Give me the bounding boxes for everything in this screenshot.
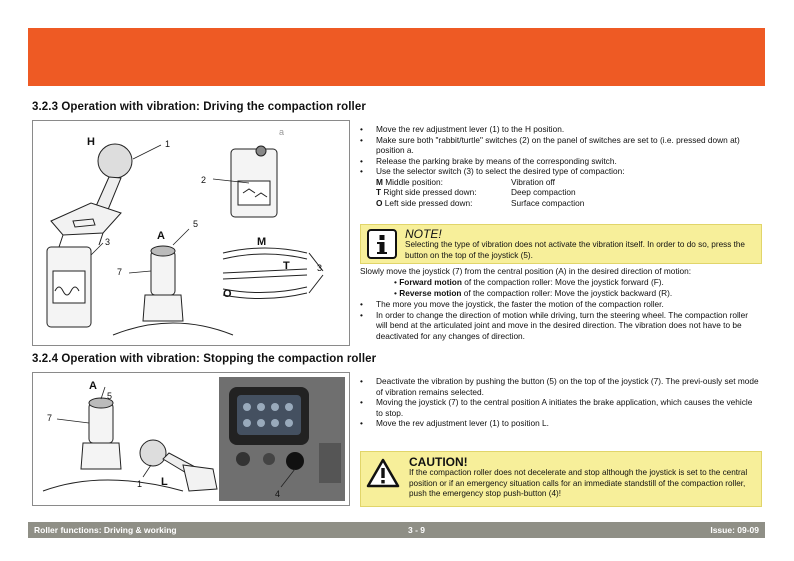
driving-controls-illustration xyxy=(33,121,349,345)
label-7: 7 xyxy=(47,413,53,423)
control-panel-photo xyxy=(219,377,345,501)
label-5: 5 xyxy=(193,219,199,229)
label-A: A xyxy=(157,230,165,242)
mode-M: M Middle position: xyxy=(376,177,443,187)
label-2: 2 xyxy=(201,175,207,185)
footer-issue: Issue: 09-09 xyxy=(710,525,759,535)
compaction-modes xyxy=(360,177,776,208)
info-icon xyxy=(367,229,397,259)
label-O: O xyxy=(223,288,232,300)
reverse-motion: • Reverse motion of the compaction roller: Move the joystick backward (R). xyxy=(394,288,673,298)
list-item: • Release the parking brake by means of the corresponding switch. xyxy=(360,155,617,166)
caution-box xyxy=(360,451,762,507)
note-box xyxy=(360,224,762,264)
label-T: T xyxy=(283,260,290,272)
selector-switch-drawing xyxy=(47,247,91,327)
warning-icon xyxy=(366,458,400,488)
label-A: A xyxy=(89,380,97,392)
page-footer xyxy=(28,522,765,538)
section-title-stopping: 3.2.4 Operation with vibration: Stopping the compaction roller xyxy=(32,353,377,365)
label-5: 5 xyxy=(107,391,113,401)
mode-O-value: Surface compaction xyxy=(511,197,585,208)
mode-O: O Left side pressed down: xyxy=(376,197,473,208)
section-title-driving: 3.2.3 Operation with vibration: Driving the compaction roller xyxy=(32,101,366,113)
footer-chapter: Roller functions: Driving & working xyxy=(34,525,177,535)
forward-motion: • Forward motion of the compaction roller: Move the joystick forward (F). xyxy=(394,277,664,287)
mode-T-value: Deep compaction xyxy=(511,187,576,198)
note-text: Selecting the type of vibration does not activate the vibration itself. In order to do so, press the button on the top of the joystick (5). xyxy=(405,240,745,260)
joystick-drawing xyxy=(113,246,233,335)
label-1: 1 xyxy=(137,479,143,489)
note-title: NOTE! xyxy=(405,227,442,241)
label-3-left: 3 xyxy=(105,237,111,247)
label-H: H xyxy=(87,136,95,148)
list-item: • Moving the joystick (7) to the central position A initiates the brake application, which causes the vehicle to stop. xyxy=(360,397,753,418)
label-a: a xyxy=(279,127,285,137)
list-item: • Move the rev adjustment lever (1) to the H position. xyxy=(360,124,565,134)
figure-stopping-controls xyxy=(32,372,350,506)
list-item: • Move the rev adjustment lever (1) to position L. xyxy=(360,418,549,429)
label-7: 7 xyxy=(117,267,123,277)
label-L: L xyxy=(161,476,168,488)
switch-positions-drawing xyxy=(223,248,323,299)
stopping-controls-illustration xyxy=(33,373,349,505)
stopping-steps xyxy=(360,376,760,429)
footer-page-number: 3 - 9 xyxy=(408,525,426,535)
list-item: • In order to change the direction of motion while driving, turn the steering wheel. The compaction roller will bend at the articulated joint and move in the desired direction. The vibration does not have to be deactivated for any changes of direction. xyxy=(360,309,749,341)
label-1: 1 xyxy=(165,139,171,149)
mode-M-value: Vibration off xyxy=(511,177,555,187)
list-item: • Use the selector switch (3) to select the desired type of compaction: xyxy=(360,166,625,177)
figure-driving-controls xyxy=(32,120,350,346)
rev-lever-drawing xyxy=(51,144,132,247)
rev-lever-drawing xyxy=(140,440,217,491)
caution-text: If the compaction roller does not decelerate and stop although the joystick is set to the central position or if an emergency situation calls for an immediate standstill of the compaction roller, push the emergency stop push-button (4)! xyxy=(409,468,748,499)
list-item: • Make sure both "rabbit/turtle" switches (2) on the panel of switches are set to (i.e. pressed down at) position a. xyxy=(360,134,740,156)
list-item: • Deactivate the vibration by pushing the button (5) on the top of the joystick (7). The previ-ously set mode of vibration remains selected. xyxy=(360,376,759,397)
list-item: • The more you move the joystick, the faster the motion of the compaction roller. xyxy=(360,299,664,309)
driving-steps xyxy=(360,124,760,177)
label-3-right: 3 xyxy=(317,263,323,273)
mode-T: T Right side pressed down: xyxy=(376,187,477,198)
driving-more-steps xyxy=(360,299,760,341)
joystick-intro: Slowly move the joystick (7) from the central position (A) in the desired direction of motion: xyxy=(360,266,692,276)
label-4: 4 xyxy=(275,489,281,499)
header-banner xyxy=(28,28,765,86)
caution-title: CAUTION! xyxy=(409,455,468,469)
label-M: M xyxy=(257,236,267,248)
